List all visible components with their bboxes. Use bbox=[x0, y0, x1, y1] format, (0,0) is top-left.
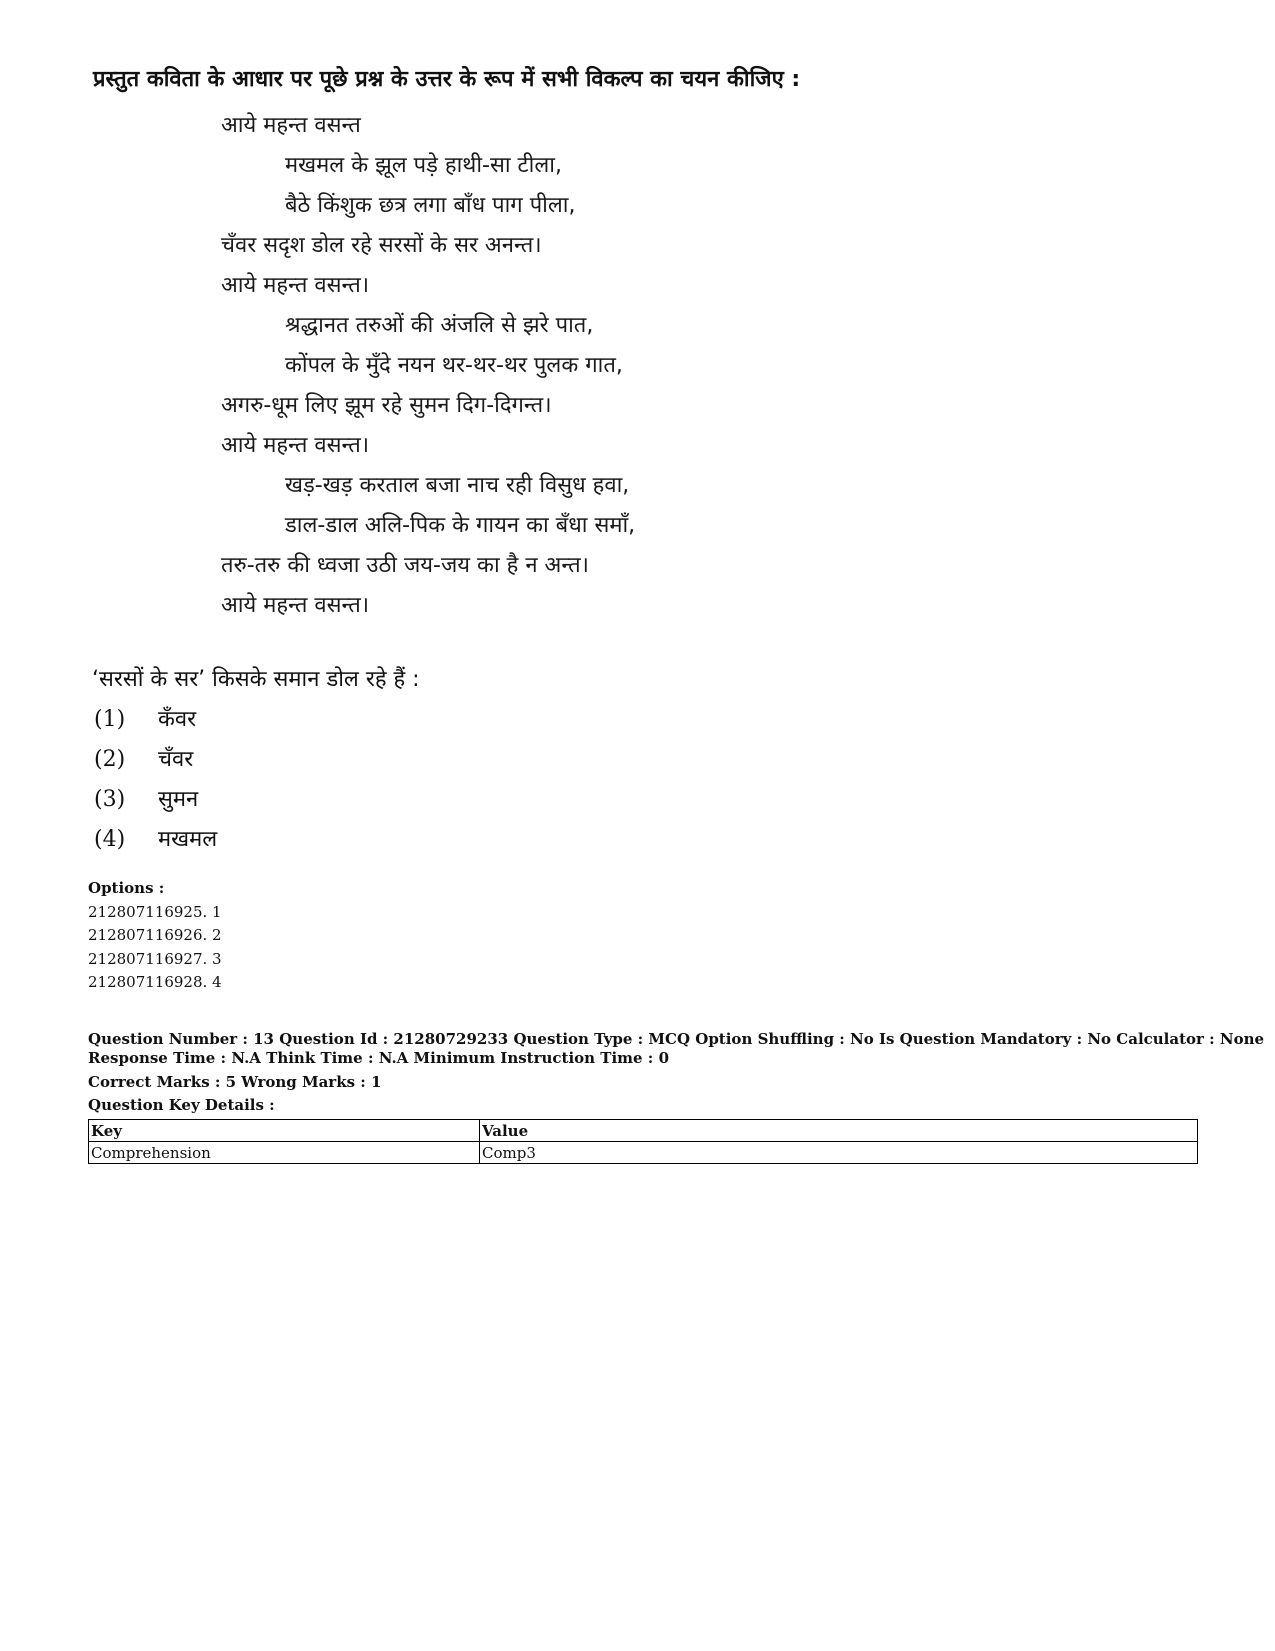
poem-line: मखमल के झूल पड़े हाथी-सा टीला, bbox=[285, 153, 562, 178]
marks-line: Correct Marks : 5 Wrong Marks : 1 bbox=[88, 1073, 382, 1091]
choice-1 bbox=[94, 700, 196, 740]
table-cell: Comp3 bbox=[480, 1142, 1198, 1164]
table-header-row bbox=[89, 1120, 1198, 1142]
choice-2 bbox=[94, 740, 193, 780]
poem-line: आये महन्त वसन्त bbox=[221, 113, 361, 138]
poem-line: कोंपल के मुँदे नयन थर-थर-थर पुलक गात, bbox=[285, 353, 623, 378]
poem-line: आये महन्त वसन्त। bbox=[221, 433, 370, 458]
choice-label: चँवर bbox=[158, 747, 194, 772]
poem-line: डाल-डाल अलि-पिक के गायन का बँधा समाँ, bbox=[285, 513, 636, 538]
poem-line: आये महन्त वसन्त। bbox=[221, 593, 370, 618]
table-row bbox=[89, 1142, 1198, 1164]
poem-line: बैठे किंशुक छत्र लगा बाँध पाग पीला, bbox=[285, 193, 576, 218]
choice-number: (2) bbox=[94, 747, 126, 772]
poem-line: तरु-तरु की ध्वजा उठी जय-जय का है न अन्त। bbox=[221, 553, 589, 578]
question-text: ‘सरसों के सर’ किसके समान डोल रहे हैं : bbox=[92, 667, 420, 692]
options-list bbox=[88, 877, 222, 995]
key-details-table bbox=[88, 1119, 1198, 1164]
meta-line-1: Question Number : 13 Question Id : 21280729233 Question Type : MCQ Option Shuffling : No Is Question Mandatory : No Calculator : None bbox=[88, 1030, 1265, 1048]
option-id: 212807116925. 1 bbox=[88, 902, 222, 921]
poem-line: चँवर सदृश डोल रहे सरसों के सर अनन्त। bbox=[221, 233, 542, 258]
options-title: Options : bbox=[88, 879, 165, 897]
choice-label: मखमल bbox=[158, 827, 218, 852]
choice-label: सुमन bbox=[158, 787, 199, 812]
key-details-title: Question Key Details : bbox=[88, 1096, 275, 1114]
instruction-text: प्रस्तुत कविता के आधार पर पूछे प्रश्न के उत्तर के रूप में सभी विकल्प का चयन कीजिए : bbox=[93, 67, 801, 92]
choice-number: (3) bbox=[94, 787, 126, 812]
poem-line: खड़-खड़ करताल बजा नाच रही विसुध हवा, bbox=[285, 473, 630, 498]
poem-line: श्रद्धानत तरुओं की अंजलि से झरे पात, bbox=[285, 313, 594, 338]
option-id: 212807116926. 2 bbox=[88, 926, 222, 944]
choice-number: (4) bbox=[94, 827, 126, 852]
question-meta bbox=[88, 1030, 1265, 1068]
choice-4 bbox=[94, 820, 217, 860]
meta-line-2: Response Time : N.A Think Time : N.A Minimum Instruction Time : 0 bbox=[88, 1049, 670, 1067]
table-header-cell: Value bbox=[480, 1120, 1198, 1142]
table-cell: Comprehension bbox=[89, 1142, 480, 1164]
option-id: 212807116928. 4 bbox=[88, 973, 222, 991]
option-id: 212807116927. 3 bbox=[88, 949, 222, 968]
choice-3 bbox=[94, 780, 198, 820]
table-header-cell: Key bbox=[89, 1120, 480, 1142]
choice-label: कँवर bbox=[158, 707, 197, 732]
poem-line: आये महन्त वसन्त। bbox=[221, 273, 370, 298]
poem-line: अगरु-धूम लिए झूम रहे सुमन दिग-दिगन्त। bbox=[221, 393, 552, 418]
choice-number: (1) bbox=[94, 707, 126, 732]
